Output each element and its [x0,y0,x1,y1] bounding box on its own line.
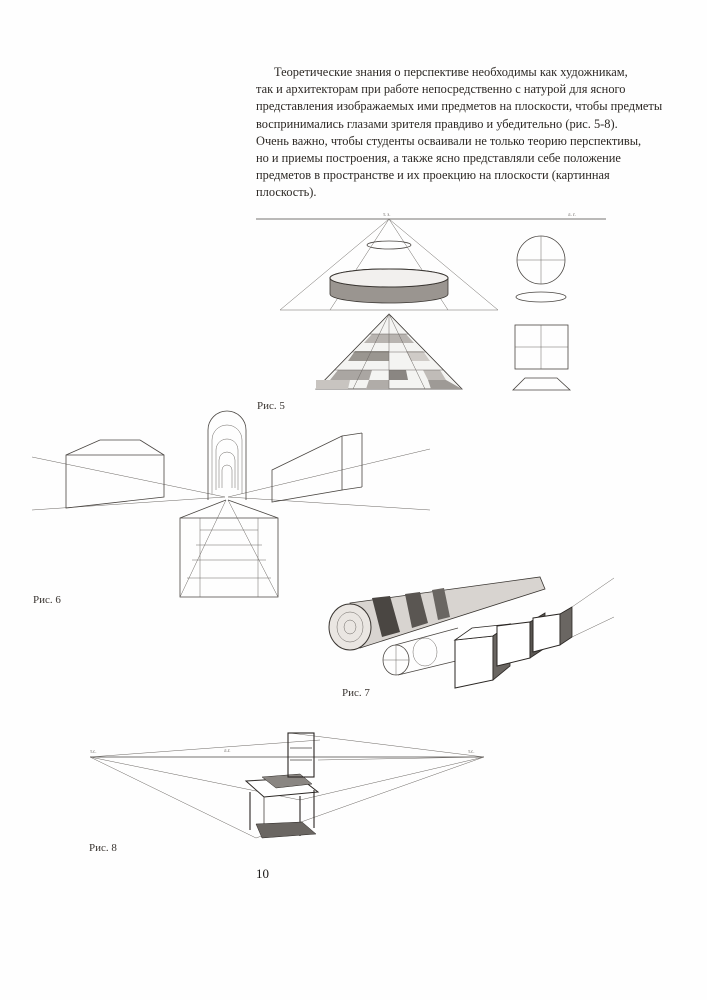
fig8-chair [246,733,318,838]
fig5-label-right: л. г. [568,213,576,218]
intro-line: плоскость). [256,185,317,200]
page-number: 10 [256,866,269,881]
intro-line: Теоретические знания о перспективе необходимы как художникам, [274,65,628,79]
intro-line: представления изображаемых ими предметов на плоскости, чтобы предметы [256,99,663,114]
fig8-label-left: т.с. [90,750,97,755]
fig8-label-center: л.г. [224,749,231,754]
fig5-label-center: т. з. [383,213,391,218]
intro-line: воспринимались глазами зрителя правдиво и убедительно (рис. 5-8). [256,116,618,131]
intro-line: но и приемы построения, а также ясно представляли себе положение [256,151,621,166]
intro-line: так и архитекторам при работе непосредственно с натурой для ясного [256,82,626,97]
fig7-caption: Рис. 7 [342,687,370,699]
intro-line: Очень важно, чтобы студенты осваивали не только теорию перспективы, [256,133,642,148]
fig8-label-right: т.с. [468,750,475,755]
fig8-caption: Рис. 8 [89,842,117,854]
fig5-caption: Рис. 5 [257,400,285,412]
intro-line: предметов в пространстве и их проекцию на плоскости (картинная [256,168,610,183]
fig6-caption: Рис. 6 [33,594,61,606]
